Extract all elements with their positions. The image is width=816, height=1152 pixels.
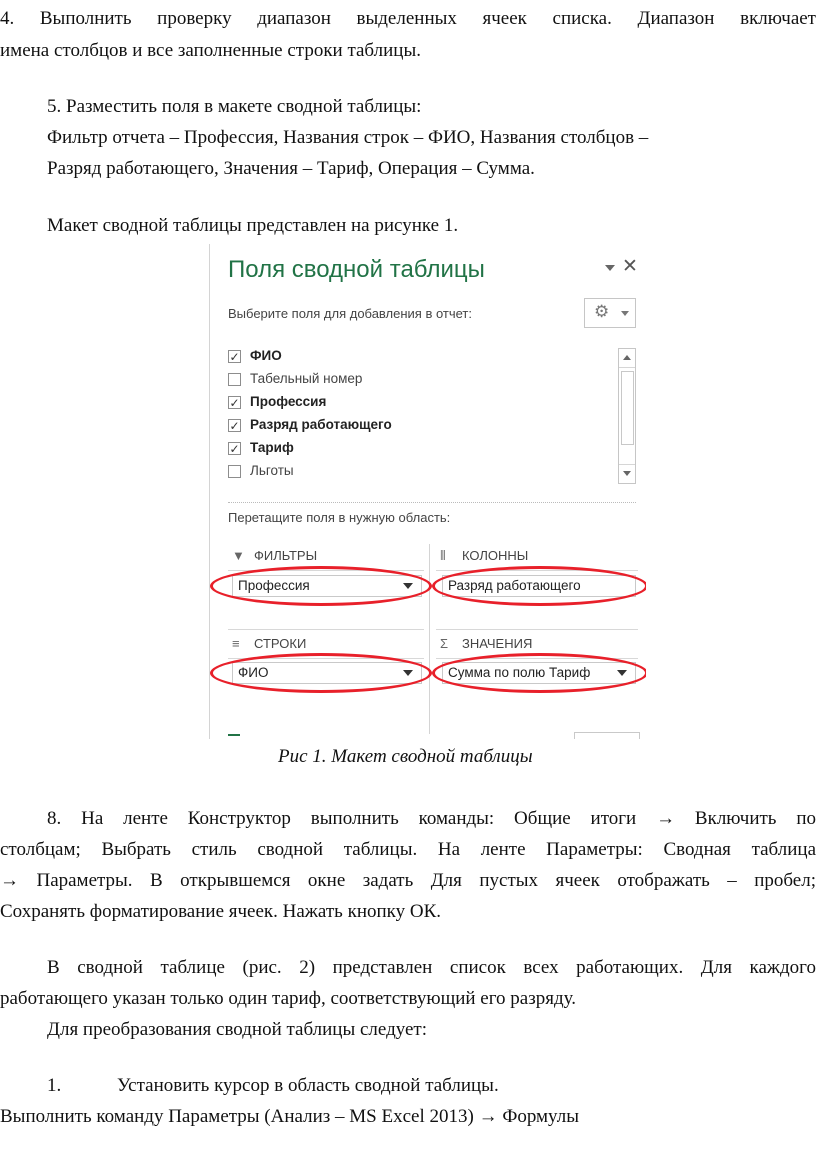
field-list <box>228 344 618 486</box>
paragraph-8-line-3: → Параметры. В открывшемся окне задать Для пустых ячеек отображать – пробел; <box>0 870 816 891</box>
dropdown-arrow-icon <box>403 670 413 676</box>
filters-area-rule <box>228 570 424 571</box>
figure-intro: Макет сводной таблицы представлен на рисунке 1. <box>47 215 459 236</box>
paragraph-preobr: Для преобразования сводной таблицы следует: <box>47 1019 428 1040</box>
area-rule <box>228 629 424 630</box>
chevron-down-icon <box>621 311 629 316</box>
values-label: ЗНАЧЕНИЯ <box>462 636 533 651</box>
figure-caption: Рис 1. Макет сводной таблицы <box>278 746 533 767</box>
field-item-razryad[interactable] <box>228 415 608 437</box>
paragraph-svod-line-2: работающего указан только один тариф, соответствующий его разряду. <box>0 988 576 1009</box>
pane-options-dropdown-icon[interactable] <box>605 265 615 271</box>
values-value: Сумма по полю Тариф <box>448 665 591 680</box>
area-separator <box>429 544 430 734</box>
paragraph-4-line-2: имена столбцов и все заполненные строки таблицы. <box>0 40 421 61</box>
paragraph-svod-line-1: В сводной таблице (рис. 2) представлен список всех работающих. Для каждого <box>47 957 816 978</box>
filters-area-title <box>232 548 317 563</box>
field-label: Профессия <box>250 394 327 409</box>
field-item-tarif[interactable] <box>228 438 608 460</box>
divider <box>228 502 636 503</box>
paragraph-8-line-1: 8. На ленте Конструктор выполнить команды: Общие итоги → Включить по <box>47 808 816 829</box>
list-item-text: Установить курсор в область сводной таблицы. <box>117 1075 499 1096</box>
close-icon[interactable]: ✕ <box>622 256 638 277</box>
paragraph-8-line-4: Сохранять форматирование ячеек. Нажать кнопку ОК. <box>0 901 442 922</box>
sigma-icon: Σ <box>440 636 449 651</box>
choose-fields-label: Выберите поля для добавления в отчет: <box>228 306 472 321</box>
paragraph-4-line-1: 4. Выполнить проверку диапазон выделенных ячеек списка. Диапазон включает <box>0 8 816 29</box>
paragraph-8-line-2: столбцам; Выбрать стиль сводной таблицы. На ленте Параметры: Сводная таблица <box>0 839 816 860</box>
list-item-number: 1. <box>47 1075 62 1096</box>
checkbox-tabel[interactable] <box>228 373 241 386</box>
field-list-scrollbar[interactable] <box>618 348 636 484</box>
tools-gear-button[interactable] <box>584 298 636 328</box>
scroll-up-arrow-icon[interactable] <box>619 349 635 368</box>
dropdown-arrow-icon <box>403 583 413 589</box>
checkbox-razryad[interactable]: ✓ <box>229 419 240 433</box>
columns-icon: ⦀ <box>440 548 446 563</box>
rows-area-title <box>232 636 306 651</box>
dropdown-arrow-icon <box>617 670 627 676</box>
columns-value: Разряд работающего <box>448 578 581 593</box>
checkbox-fio[interactable]: ✓ <box>229 350 240 364</box>
paragraph-5-line-2: Фильтр отчета – Профессия, Названия строк – ФИО, Названия столбцов – <box>47 127 649 148</box>
filters-dropdown[interactable] <box>232 575 422 597</box>
paragraph-last-line: Выполнить команду Параметры (Анализ – MS Excel 2013) → Формулы <box>0 1106 579 1127</box>
layout-option-stub <box>228 734 240 736</box>
field-label: Тариф <box>250 440 294 455</box>
area-rule <box>436 629 638 630</box>
field-item-profession[interactable] <box>228 392 608 414</box>
field-label: Льготы <box>250 463 294 478</box>
columns-area-title <box>440 548 528 564</box>
columns-dropdown[interactable] <box>442 575 636 597</box>
filter-icon: ▼ <box>232 548 245 563</box>
columns-area-rule <box>436 570 638 571</box>
paragraph-5-line-1: 5. Разместить поля в макете сводной таблицы: <box>47 96 422 117</box>
field-item-lgoty[interactable] <box>228 461 608 483</box>
field-label: Табельный номер <box>250 371 363 386</box>
scroll-thumb[interactable] <box>621 371 634 445</box>
drag-fields-label: Перетащите поля в нужную область: <box>228 510 451 525</box>
scroll-down-arrow-icon[interactable] <box>619 464 635 483</box>
field-label: ФИО <box>250 348 282 363</box>
pivot-field-pane <box>209 244 646 739</box>
filters-label: ФИЛЬТРЫ <box>254 548 318 563</box>
field-item-fio[interactable] <box>228 346 608 368</box>
rows-label: СТРОКИ <box>254 636 307 651</box>
values-area-rule <box>436 658 638 659</box>
checkbox-tarif[interactable]: ✓ <box>229 442 240 456</box>
values-area-title <box>440 636 532 651</box>
field-label: Разряд работающего <box>250 417 392 432</box>
pane-title: Поля сводной таблицы <box>228 256 485 283</box>
columns-label: КОЛОННЫ <box>462 548 529 563</box>
rows-area-rule <box>228 658 424 659</box>
rows-dropdown[interactable] <box>232 662 422 684</box>
filters-value: Профессия <box>238 578 310 593</box>
paragraph-5-line-3: Разряд работающего, Значения – Тариф, Операция – Сумма. <box>47 158 535 179</box>
checkbox-lgoty[interactable] <box>228 465 241 478</box>
update-button-stub <box>574 732 640 739</box>
values-dropdown[interactable] <box>442 662 636 684</box>
gear-icon: ⚙ <box>594 302 610 321</box>
field-item-tabel[interactable] <box>228 369 608 391</box>
rows-icon: ≡ <box>232 636 240 651</box>
checkbox-profession[interactable]: ✓ <box>229 396 240 410</box>
rows-value: ФИО <box>238 665 269 680</box>
